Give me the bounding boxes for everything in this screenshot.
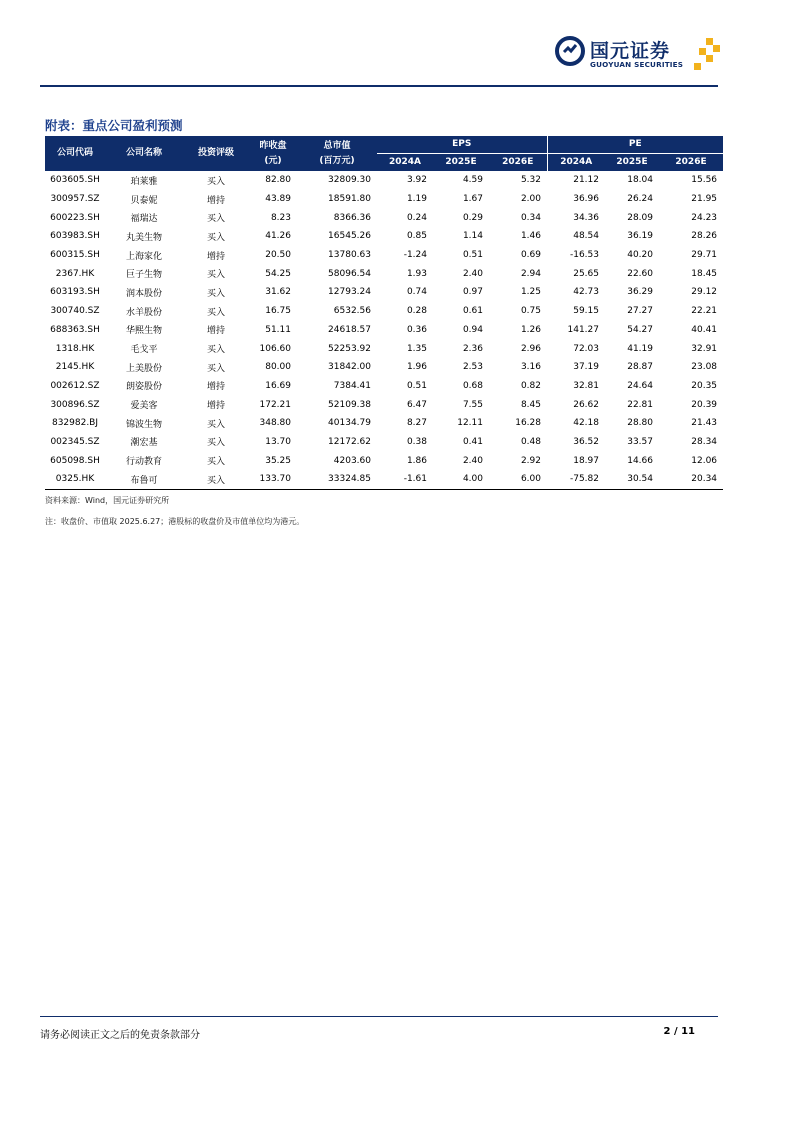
cell-mktcap: 12172.62: [328, 436, 371, 447]
table-row: [45, 470, 723, 489]
cell-close: 16.69: [265, 380, 291, 391]
cell-code: 2367.HK: [55, 268, 95, 279]
logo-mark-icon: [555, 36, 585, 66]
cell-pe-2026e: 29.71: [691, 250, 718, 261]
cell-eps-2024a: 3.92: [406, 175, 427, 186]
cell-eps-2025e: 0.61: [462, 306, 483, 317]
cell-mktcap: 58096.54: [328, 268, 371, 279]
header-pe: PE: [547, 136, 723, 154]
cell-pe-2026e: 29.12: [691, 287, 718, 298]
cell-eps-2025e: 0.97: [462, 287, 483, 298]
logo-chinese-name: 国元证券: [590, 40, 671, 62]
cell-name: 贝泰妮: [130, 195, 158, 206]
header-mktcap: [297, 136, 377, 171]
cell-eps-2025e: 1.67: [462, 194, 483, 205]
table-body: [45, 171, 723, 489]
cell-pe-2024a: -16.53: [569, 250, 599, 261]
footer-divider: [40, 1016, 718, 1017]
cell-eps-2026e: 16.28: [515, 418, 541, 429]
cell-pe-2026e: 15.56: [691, 175, 718, 186]
cell-mktcap: 32809.30: [328, 175, 371, 186]
cell-mktcap: 52109.38: [328, 399, 371, 410]
cell-pe-2025e: 14.66: [627, 455, 653, 466]
cell-eps-2026e: 2.96: [520, 343, 541, 354]
cell-close: 16.75: [265, 306, 291, 317]
cell-code: 600223.SH: [50, 212, 100, 223]
cell-pe-2024a: 26.62: [573, 399, 599, 410]
cell-eps-2025e: 0.68: [462, 380, 483, 391]
cell-rating: 买入: [206, 176, 225, 187]
cell-name: 行动教育: [125, 457, 162, 468]
cell-eps-2026e: 2.92: [520, 455, 541, 466]
cell-eps-2024a: 1.86: [406, 455, 427, 466]
cell-pe-2026e: 23.08: [691, 362, 718, 373]
cell-close: 133.70: [249, 470, 297, 489]
cell-rating: 买入: [206, 457, 225, 468]
cell-eps-2026e: 0.34: [520, 212, 541, 223]
cell-pe-2025e: 41.19: [627, 343, 653, 354]
cell-rating: 增持: [206, 195, 225, 206]
table-row: [45, 283, 723, 302]
cell-mktcap: 7384.41: [333, 380, 371, 391]
table-row: [45, 190, 723, 209]
header-mktcap-line2: (百万元): [319, 155, 355, 166]
source-note: 资料来源：Wind，国元证券研究所: [45, 496, 170, 505]
cell-eps-2026e: 2.00: [520, 194, 541, 205]
cell-eps-2026e: 1.46: [520, 231, 541, 242]
cell-name: 布鲁可: [105, 470, 183, 489]
cell-pe-2024a: 42.18: [573, 418, 599, 429]
table-row: [45, 414, 723, 433]
gold-blocks-icon: [694, 38, 720, 70]
cell-close: 106.60: [259, 343, 291, 354]
cell-eps-2025e: 2.36: [462, 343, 483, 354]
cell-pe-2026e: 21.43: [691, 418, 718, 429]
cell-eps-2024a: 0.51: [406, 380, 427, 391]
cell-eps-2026e: 3.16: [520, 362, 541, 373]
cell-pe-2024a: 34.36: [573, 212, 599, 223]
cell-mktcap: 6532.56: [333, 306, 371, 317]
cell-name: 潮宏基: [130, 438, 158, 449]
cell-name: 华熙生物: [125, 326, 162, 337]
cell-eps-2026e: 1.26: [520, 324, 541, 335]
cell-close: 13.70: [265, 436, 291, 447]
cell-close: 35.25: [265, 455, 291, 466]
table-row: [45, 451, 723, 470]
cell-close: 41.26: [265, 231, 291, 242]
cell-code: 2145.HK: [55, 362, 95, 373]
table-row: [45, 208, 723, 227]
cell-eps-2025e: 2.40: [462, 268, 483, 279]
cell-eps-2025e: 4.59: [462, 175, 483, 186]
table-row: [45, 321, 723, 340]
cell-name: 爱美客: [130, 401, 158, 412]
header-eps-2026e: 2026E: [489, 154, 547, 172]
cell-eps-2024a: 8.27: [406, 418, 427, 429]
cell-pe-2024a: 36.96: [573, 194, 599, 205]
page-number: 2 / 11: [663, 1026, 695, 1037]
table-row: [45, 433, 723, 452]
cell-eps-2025e: 0.29: [462, 212, 483, 223]
cell-code: 0325.HK: [45, 470, 105, 489]
cell-pe-2025e: 28.09: [627, 212, 653, 223]
header-pe-2024a: 2024A: [547, 154, 605, 172]
cell-name: 朗姿股份: [125, 382, 162, 393]
cell-eps-2026e: 0.69: [520, 250, 541, 261]
cell-mktcap: 24618.57: [328, 324, 371, 335]
cell-close: 348.80: [259, 418, 291, 429]
cell-pe-2025e: 27.27: [627, 306, 653, 317]
table-row: [45, 171, 723, 190]
header-close: [249, 136, 297, 171]
cell-rating: 买入: [206, 419, 225, 430]
cell-eps-2024a: -1.61: [377, 470, 433, 489]
guoyuan-logo: [555, 34, 725, 74]
cell-mktcap: 18591.80: [328, 194, 371, 205]
table-row: [45, 395, 723, 414]
cell-mktcap: 4203.60: [333, 455, 371, 466]
cell-close: 82.80: [265, 175, 291, 186]
cell-mktcap: 33324.85: [297, 470, 377, 489]
table-row: [45, 377, 723, 396]
cell-eps-2025e: 2.53: [462, 362, 483, 373]
cell-pe-2026e: 32.91: [691, 343, 718, 354]
cell-pe-2024a: 21.12: [573, 175, 599, 186]
cell-rating: 增持: [206, 251, 225, 262]
cell-pe-2025e: 33.57: [627, 436, 653, 447]
cell-pe-2025e: 22.81: [627, 399, 653, 410]
header-eps-2025e: 2025E: [433, 154, 489, 172]
cell-pe-2026e: 28.26: [691, 231, 718, 242]
table-row: [45, 227, 723, 246]
cell-pe-2024a: 141.27: [567, 324, 599, 335]
cell-pe-2026e: 21.95: [691, 194, 718, 205]
table-row: [45, 358, 723, 377]
cell-code: 688363.SH: [50, 324, 100, 335]
cell-eps-2024a: 0.24: [406, 212, 427, 223]
header-mktcap-line1: 总市值: [323, 140, 351, 151]
table-title: 附表：重点公司盈利预测: [45, 118, 183, 133]
cell-eps-2024a: 1.35: [406, 343, 427, 354]
cell-name: 珀莱雅: [130, 176, 158, 187]
cell-rating: 买入: [206, 307, 225, 318]
cell-pe-2025e: 54.27: [627, 324, 653, 335]
header-close-line2: (元): [264, 155, 282, 166]
cell-mktcap: 13780.63: [328, 250, 371, 261]
cell-code: 832982.BJ: [51, 418, 99, 429]
cell-rating: 增持: [206, 326, 225, 337]
cell-eps-2024a: -1.24: [403, 250, 427, 261]
cell-eps-2024a: 1.96: [406, 362, 427, 373]
cell-rating: 买入: [206, 232, 225, 243]
earnings-forecast-table: [45, 136, 723, 490]
cell-pe-2026e: 12.06: [691, 455, 718, 466]
cell-name: 巨子生物: [125, 270, 162, 281]
cell-pe-2024a: 18.97: [573, 455, 599, 466]
cell-pe-2026e: 24.23: [691, 212, 718, 223]
cell-name: 锦波生物: [125, 419, 162, 430]
cell-rating: 买入: [206, 345, 225, 356]
cell-pe-2024a: -75.82: [547, 470, 605, 489]
cell-mktcap: 8366.36: [333, 212, 371, 223]
cell-eps-2025e: 4.00: [433, 470, 489, 489]
header-pe-2025e: 2025E: [605, 154, 659, 172]
cell-mktcap: 31842.00: [328, 362, 371, 373]
disclaimer-text: 请务必阅读正文之后的免责条款部分: [40, 1030, 200, 1041]
cell-eps-2024a: 0.28: [406, 306, 427, 317]
cell-rating: 买入: [206, 363, 225, 374]
header-close-line1: 昨收盘: [259, 140, 287, 151]
cell-rating: 买入: [206, 288, 225, 299]
cell-pe-2025e: 36.19: [627, 231, 653, 242]
cell-code: 603193.SH: [50, 287, 100, 298]
cell-mktcap: 12793.24: [328, 287, 371, 298]
cell-code: 600315.SH: [50, 250, 100, 261]
cell-pe-2024a: 48.54: [573, 231, 599, 242]
cell-pe-2026e: 20.39: [691, 399, 718, 410]
cell-name: 润本股份: [125, 288, 162, 299]
cell-pe-2026e: 28.34: [691, 436, 718, 447]
table-row: [45, 302, 723, 321]
cell-name: 毛戈平: [130, 345, 158, 356]
cell-name: 福瑞达: [130, 214, 158, 225]
header-rating: 投资评级: [183, 136, 249, 171]
cell-rating: 买入: [206, 270, 225, 281]
cell-code: 002612.SZ: [50, 380, 100, 391]
cell-pe-2025e: 40.20: [627, 250, 653, 261]
cell-pe-2024a: 36.52: [573, 436, 599, 447]
cell-close: 31.62: [265, 287, 291, 298]
cell-eps-2024a: 0.38: [406, 436, 427, 447]
cell-eps-2024a: 6.47: [406, 399, 427, 410]
cell-eps-2026e: 6.00: [489, 470, 547, 489]
cell-pe-2024a: 72.03: [573, 343, 599, 354]
cell-eps-2025e: 2.40: [462, 455, 483, 466]
cell-eps-2026e: 5.32: [520, 175, 541, 186]
cell-eps-2025e: 0.94: [462, 324, 483, 335]
cell-pe-2026e: 20.35: [691, 380, 718, 391]
cell-eps-2025e: 7.55: [462, 399, 483, 410]
cell-name: 丸美生物: [125, 232, 162, 243]
cell-pe-2025e: 28.87: [627, 362, 653, 373]
cell-eps-2026e: 0.82: [520, 380, 541, 391]
cell-rating: 买入: [183, 470, 249, 489]
cell-code: 1318.HK: [55, 343, 95, 354]
cell-eps-2025e: 12.11: [457, 418, 483, 429]
cell-pe-2026e: 18.45: [691, 268, 718, 279]
cell-eps-2024a: 0.85: [406, 231, 427, 242]
cell-eps-2024a: 0.74: [406, 287, 427, 298]
cell-rating: 增持: [206, 401, 225, 412]
table-row: [45, 246, 723, 265]
cell-close: 80.00: [265, 362, 291, 373]
cell-eps-2025e: 0.51: [462, 250, 483, 261]
cell-pe-2025e: 22.60: [627, 268, 653, 279]
cell-pe-2025e: 24.64: [627, 380, 653, 391]
cell-close: 172.21: [259, 399, 291, 410]
cell-pe-2025e: 18.04: [627, 175, 653, 186]
cell-eps-2026e: 0.75: [520, 306, 541, 317]
cell-pe-2024a: 59.15: [573, 306, 599, 317]
cell-eps-2024a: 0.36: [406, 324, 427, 335]
cell-pe-2026e: 22.21: [691, 306, 718, 317]
cell-pe-2025e: 30.54: [605, 470, 659, 489]
cell-code: 603983.SH: [50, 231, 100, 242]
cell-pe-2024a: 32.81: [573, 380, 599, 391]
cell-pe-2024a: 37.19: [573, 362, 599, 373]
cell-close: 43.89: [265, 194, 291, 205]
cell-code: 300740.SZ: [50, 306, 100, 317]
cell-pe-2025e: 36.29: [627, 287, 653, 298]
cell-code: 002345.SZ: [50, 436, 100, 447]
cell-name: 上美股份: [125, 363, 162, 374]
logo-english-name: GUOYUAN SECURITIES: [590, 60, 684, 69]
table-row: [45, 264, 723, 283]
cell-close: 51.11: [265, 324, 291, 335]
cell-code: 605098.SH: [50, 455, 100, 466]
cell-mktcap: 40134.79: [328, 418, 371, 429]
cell-pe-2025e: 28.80: [627, 418, 653, 429]
cell-eps-2026e: 0.48: [520, 436, 541, 447]
cell-eps-2025e: 0.41: [462, 436, 483, 447]
header-pe-2026e: 2026E: [659, 154, 723, 172]
cell-close: 54.25: [265, 268, 291, 279]
cell-eps-2024a: 1.19: [406, 194, 427, 205]
cell-close: 20.50: [265, 250, 291, 261]
cell-rating: 买入: [206, 214, 225, 225]
cell-pe-2026e: 40.41: [691, 324, 718, 335]
cell-rating: 买入: [206, 438, 225, 449]
footnote: 注：收盘价、市值取 2025.6.27；港股标的收盘价及市值单位均为港元。: [45, 517, 305, 526]
header-eps-2024a: 2024A: [377, 154, 433, 172]
cell-code: 603605.SH: [50, 175, 100, 186]
cell-name: 水羊股份: [125, 307, 162, 318]
cell-pe-2026e: 20.34: [659, 470, 723, 489]
cell-pe-2024a: 25.65: [573, 268, 599, 279]
cell-code: 300957.SZ: [50, 194, 100, 205]
table-row: [45, 339, 723, 358]
header-code: 公司代码: [45, 136, 105, 171]
cell-eps-2025e: 1.14: [462, 231, 483, 242]
cell-eps-2026e: 1.25: [520, 287, 541, 298]
cell-mktcap: 16545.26: [328, 231, 371, 242]
header-divider: [40, 85, 718, 87]
cell-pe-2025e: 26.24: [627, 194, 653, 205]
cell-name: 上海家化: [125, 251, 162, 262]
cell-close: 8.23: [270, 212, 291, 223]
cell-eps-2026e: 2.94: [520, 268, 541, 279]
cell-eps-2024a: 1.93: [406, 268, 427, 279]
header-name: 公司名称: [105, 136, 183, 171]
cell-mktcap: 52253.92: [328, 343, 371, 354]
cell-pe-2024a: 42.73: [573, 287, 599, 298]
cell-rating: 增持: [206, 382, 225, 393]
header-eps: EPS: [377, 136, 547, 154]
cell-code: 300896.SZ: [50, 399, 100, 410]
cell-eps-2026e: 8.45: [520, 399, 541, 410]
